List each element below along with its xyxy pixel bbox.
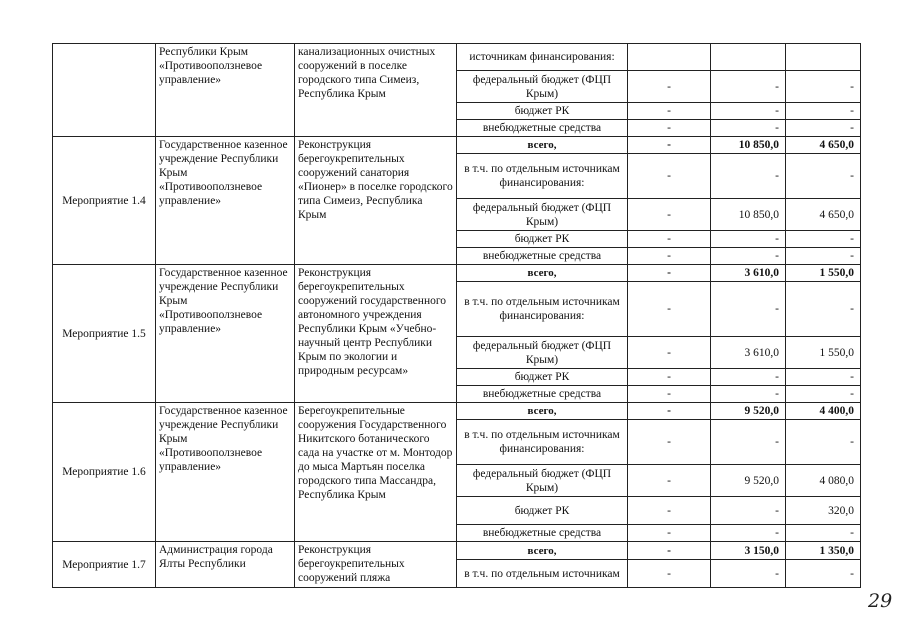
value-cell-c: 4 400,0	[786, 403, 861, 420]
value-cell-b: -	[711, 369, 786, 386]
value-cell-a: -	[628, 525, 711, 542]
work-description-cell: Реконструкция берегоукрепительных сооружений пляжа	[295, 542, 457, 588]
value-cell-a: -	[628, 369, 711, 386]
value-cell-a: -	[628, 71, 711, 103]
funding-source-cell: федеральный бюджет (ФЦП Крым)	[457, 199, 628, 231]
value-cell-c: 1 550,0	[786, 265, 861, 282]
event-name-cell: Мероприятие 1.5	[53, 265, 156, 403]
funding-source-cell: внебюджетные средства	[457, 386, 628, 403]
value-cell-a: -	[628, 199, 711, 231]
organization-cell: Государственное казенное учреждение Республики Крым «Противооползневое управление»	[156, 265, 295, 403]
value-cell-a: -	[628, 282, 711, 337]
value-cell-a: -	[628, 103, 711, 120]
value-cell-c: 4 650,0	[786, 199, 861, 231]
organization-cell: Администрация города Ялты Республики	[156, 542, 295, 588]
value-cell-c: 4 080,0	[786, 465, 861, 497]
value-cell-c: -	[786, 71, 861, 103]
funding-source-cell: источникам финансирования:	[457, 44, 628, 71]
value-cell-b: 3 610,0	[711, 265, 786, 282]
value-cell-c: -	[786, 282, 861, 337]
value-cell-c: -	[786, 248, 861, 265]
work-description-cell: Реконструкция берегоукрепительных сооружений государственного автономного учреждения Республики Крым «Учебно-научный центр Республики Крым по экологии и природным ресурсам»	[295, 265, 457, 403]
event-name-cell: Мероприятие 1.6	[53, 403, 156, 542]
table-body	[53, 44, 861, 588]
value-cell-b: 10 850,0	[711, 137, 786, 154]
work-description-cell: Берегоукрепительные сооружения Государственного Никитского ботанического сада на участке от м. Монтодор до мыса Мартьян поселка городского типа Массандра, Республика Крым	[295, 403, 457, 542]
value-cell-a: -	[628, 231, 711, 248]
value-cell-b: -	[711, 420, 786, 465]
value-cell-a: -	[628, 265, 711, 282]
value-cell-a: -	[628, 248, 711, 265]
value-cell-a: -	[628, 542, 711, 560]
value-cell-b: -	[711, 282, 786, 337]
table-row	[53, 403, 861, 420]
work-description-cell: Реконструкция берегоукрепительных сооружений санатория «Пионер» в поселке городского типа Симеиз, Республика Крым	[295, 137, 457, 265]
funding-source-cell: внебюджетные средства	[457, 525, 628, 542]
value-cell-c: -	[786, 369, 861, 386]
value-cell-b: -	[711, 231, 786, 248]
value-cell-a: -	[628, 337, 711, 369]
value-cell-c: -	[786, 154, 861, 199]
funding-source-cell: в т.ч. по отдельным источникам финансирования:	[457, 420, 628, 465]
funding-source-cell: бюджет РК	[457, 231, 628, 248]
value-cell-b: -	[711, 560, 786, 588]
value-cell-a: -	[628, 420, 711, 465]
value-cell-b: -	[711, 248, 786, 265]
value-cell-c: 1 350,0	[786, 542, 861, 560]
value-cell-b: -	[711, 103, 786, 120]
work-description-cell: канализационных очистных сооружений в поселке городского типа Симеиз, Республика Крым	[295, 44, 457, 137]
financing-table	[52, 43, 861, 588]
funding-source-cell: в т.ч. по отдельным источникам финансирования:	[457, 282, 628, 337]
funding-source-cell: внебюджетные средства	[457, 120, 628, 137]
value-cell-b: 3 150,0	[711, 542, 786, 560]
funding-source-cell: бюджет РК	[457, 103, 628, 120]
value-cell-c: 320,0	[786, 497, 861, 525]
funding-source-cell: всего,	[457, 403, 628, 420]
value-cell-c	[786, 44, 861, 71]
value-cell-b: -	[711, 71, 786, 103]
value-cell-c: -	[786, 103, 861, 120]
organization-cell: Государственное казенное учреждение Республики Крым «Противооползневое управление»	[156, 137, 295, 265]
funding-source-cell: внебюджетные средства	[457, 248, 628, 265]
value-cell-c: 4 650,0	[786, 137, 861, 154]
value-cell-b: -	[711, 120, 786, 137]
value-cell-a	[628, 44, 711, 71]
value-cell-a: -	[628, 154, 711, 199]
table-row	[53, 542, 861, 560]
value-cell-c: 1 550,0	[786, 337, 861, 369]
table-row	[53, 137, 861, 154]
event-name-cell	[53, 44, 156, 137]
funding-source-cell: всего,	[457, 265, 628, 282]
table-row	[53, 265, 861, 282]
value-cell-b: -	[711, 154, 786, 199]
value-cell-c: -	[786, 386, 861, 403]
organization-cell: Государственное казенное учреждение Республики Крым «Противооползневое управление»	[156, 403, 295, 542]
funding-source-cell: бюджет РК	[457, 369, 628, 386]
value-cell-b: 10 850,0	[711, 199, 786, 231]
funding-source-cell: в т.ч. по отдельным источникам финансирования:	[457, 154, 628, 199]
value-cell-a: -	[628, 386, 711, 403]
value-cell-b: 9 520,0	[711, 465, 786, 497]
value-cell-c: -	[786, 231, 861, 248]
value-cell-b: -	[711, 497, 786, 525]
value-cell-b: 3 610,0	[711, 337, 786, 369]
value-cell-b: 9 520,0	[711, 403, 786, 420]
page-number: 29	[868, 590, 893, 612]
organization-cell: Республики Крым «Противооползневое управление»	[156, 44, 295, 137]
value-cell-a: -	[628, 137, 711, 154]
value-cell-a: -	[628, 497, 711, 525]
value-cell-a: -	[628, 403, 711, 420]
table-row	[53, 44, 861, 71]
value-cell-c: -	[786, 525, 861, 542]
funding-source-cell: всего,	[457, 137, 628, 154]
value-cell-a: -	[628, 465, 711, 497]
funding-source-cell: в т.ч. по отдельным источникам	[457, 560, 628, 588]
funding-source-cell: федеральный бюджет (ФЦП Крым)	[457, 465, 628, 497]
funding-source-cell: федеральный бюджет (ФЦП Крым)	[457, 337, 628, 369]
value-cell-b: -	[711, 525, 786, 542]
value-cell-a: -	[628, 560, 711, 588]
value-cell-c: -	[786, 420, 861, 465]
value-cell-a: -	[628, 120, 711, 137]
event-name-cell: Мероприятие 1.7	[53, 542, 156, 588]
event-name-cell: Мероприятие 1.4	[53, 137, 156, 265]
funding-source-cell: федеральный бюджет (ФЦП Крым)	[457, 71, 628, 103]
value-cell-c: -	[786, 120, 861, 137]
funding-source-cell: всего,	[457, 542, 628, 560]
value-cell-b	[711, 44, 786, 71]
value-cell-c: -	[786, 560, 861, 588]
value-cell-b: -	[711, 386, 786, 403]
funding-source-cell: бюджет РК	[457, 497, 628, 525]
